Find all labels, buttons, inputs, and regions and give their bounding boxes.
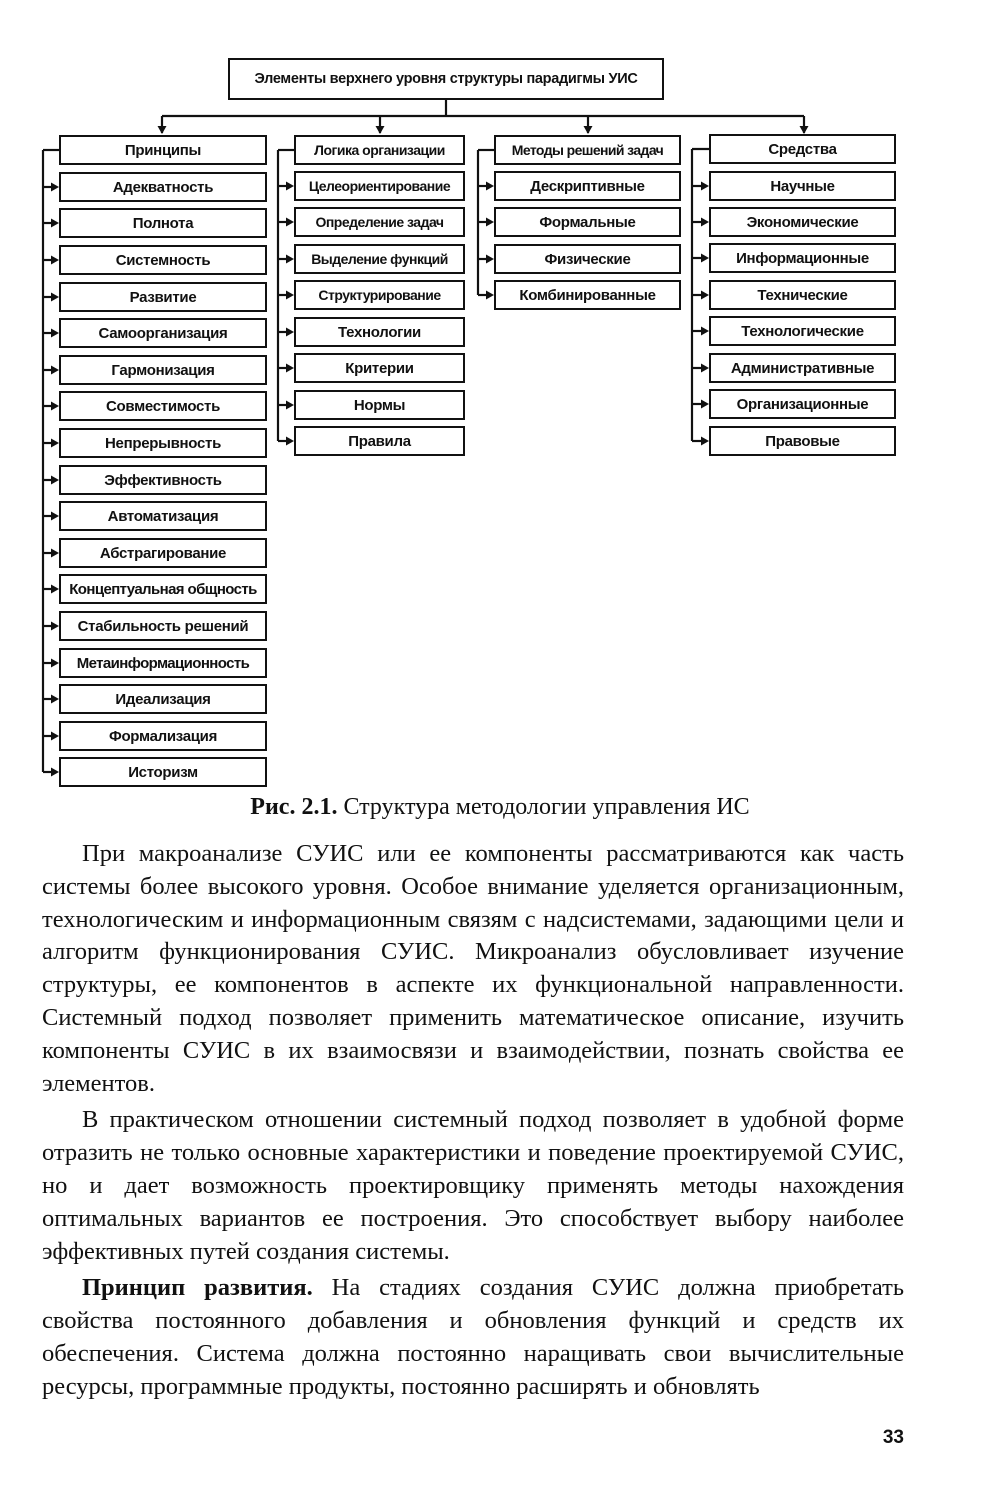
means-header: Средства (709, 134, 896, 164)
principle-item: Непрерывность (59, 428, 267, 458)
arrow-head (51, 366, 59, 375)
logic-item: Правила (294, 426, 465, 456)
principle-item: Самоорганизация (59, 318, 267, 348)
paragraph: При макроанализе СУИС или ее компоненты рассматриваются как часть системы более высокого уровня. Особое внимание уделяется организационным, технологическим и информационным связям с надсистемами, задающими цели и алгоритм функционирования СУИС. Микроанализ обусловливает изучение структуры, ее компонентов в аспекте их функциональной направленности. Системный подход позволяет применить математическое описание, изучить компоненты СУИС в их взаимосвязи и взаимодействии, познать свойства ее элементов. (42, 840, 904, 1097)
figure-caption-label: Рис. 2.1. (250, 794, 338, 820)
arrow-head (51, 183, 59, 192)
arrow-head (286, 218, 294, 227)
arrow-head (486, 255, 494, 264)
principle-item: Стабильность решений (59, 611, 267, 641)
top-level-elements-box: Элементы верхнего уровня структуры парадигмы УИС (228, 58, 664, 100)
methods-item: Дескриптивные (494, 171, 681, 201)
arrow-head (286, 364, 294, 373)
arrow-head (51, 659, 59, 668)
logic-item: Целеориентирование (294, 171, 465, 201)
figure-caption-text: Структура методологии управления ИС (343, 794, 750, 820)
methods-item: Физические (494, 244, 681, 274)
arrow-head (51, 622, 59, 631)
principle-item: Эффективность (59, 465, 267, 495)
principle-item: Историзм (59, 757, 267, 787)
body-text (42, 838, 904, 1404)
arrow-head (51, 549, 59, 558)
arrow-head (51, 329, 59, 338)
arrow-head (286, 328, 294, 337)
arrow-head (286, 255, 294, 264)
means-item: Правовые (709, 426, 896, 456)
arrow-head (51, 476, 59, 485)
methods-header: Методы решений задач (494, 135, 681, 165)
paragraph (42, 1272, 904, 1403)
principle-item: Метаинформационность (59, 648, 267, 678)
logic-item: Критерии (294, 353, 465, 383)
arrow-head (51, 585, 59, 594)
arrow-head (51, 219, 59, 228)
arrow-head (701, 400, 709, 409)
arrow-head (286, 291, 294, 300)
principle-item: Совместимость (59, 391, 267, 421)
arrow-head (51, 768, 59, 777)
logic-item: Определение задач (294, 207, 465, 237)
principle-item: Абстрагирование (59, 538, 267, 568)
arrow-head (51, 293, 59, 302)
principle-item: Концептуальная общность (59, 574, 267, 604)
means-item: Информационные (709, 243, 896, 273)
logic-item: Нормы (294, 390, 465, 420)
arrow-head (701, 437, 709, 446)
arrow-head (701, 327, 709, 336)
arrow-head (51, 439, 59, 448)
logic-header: Логика организации (294, 135, 465, 165)
paragraph-text: На стадиях создания СУИС должна приобретать свойства постоянного добавления и обновления функций и средств их обеспечения. Система должна постоянно наращивать свои вычислительные ресурсы, программные продукты, постоянно расширять и обновлять (42, 1274, 904, 1400)
principle-item: Формализация (59, 721, 267, 751)
methods-item: Формальные (494, 207, 681, 237)
arrow-head (486, 291, 494, 300)
means-item: Технологические (709, 316, 896, 346)
arrow-head (51, 402, 59, 411)
principle-item: Полнота (59, 208, 267, 238)
logic-item: Выделение функций (294, 244, 465, 274)
arrow-head (286, 437, 294, 446)
principle-item: Адекватность (59, 172, 267, 202)
arrow-head (286, 182, 294, 191)
page-number: 33 (882, 1427, 904, 1448)
methods-item: Комбинированные (494, 280, 681, 310)
arrow-head (51, 695, 59, 704)
principle-item: Развитие (59, 282, 267, 312)
arrow-head (701, 254, 709, 263)
logic-item: Структурирование (294, 280, 465, 310)
means-item: Административные (709, 353, 896, 383)
arrow-head (486, 182, 494, 191)
figure-caption (0, 792, 1000, 822)
means-item: Научные (709, 171, 896, 201)
arrow-head (701, 291, 709, 300)
means-item: Экономические (709, 207, 896, 237)
arrow-head (51, 732, 59, 741)
logic-item: Технологии (294, 317, 465, 347)
means-item: Организационные (709, 389, 896, 419)
paragraph: В практическом отношении системный подход позволяет в удобной форме отразить не только основные характеристики и поведение проектируемой СУИС, но и дает возможность проектировщику применять методы нахождения оптимальных вариантов ее построения. Это способствует выбору наиболее эффективных путей создания системы. (42, 1106, 904, 1265)
arrow-head (51, 512, 59, 521)
principle-item: Идеализация (59, 684, 267, 714)
arrow-head (584, 126, 593, 134)
arrow-head (158, 126, 167, 134)
arrow-head (701, 182, 709, 191)
principle-item: Системность (59, 245, 267, 275)
arrow-head (286, 401, 294, 410)
arrow-head (701, 364, 709, 373)
arrow-head (51, 256, 59, 265)
principle-item: Гармонизация (59, 355, 267, 385)
arrow-head (486, 218, 494, 227)
paragraph-heading: Принцип развития. (82, 1274, 313, 1302)
arrow-head (701, 218, 709, 227)
arrow-head (800, 126, 809, 134)
principle-item: Автоматизация (59, 501, 267, 531)
arrow-head (376, 126, 385, 134)
principles-header: Принципы (59, 135, 267, 165)
means-item: Технические (709, 280, 896, 310)
